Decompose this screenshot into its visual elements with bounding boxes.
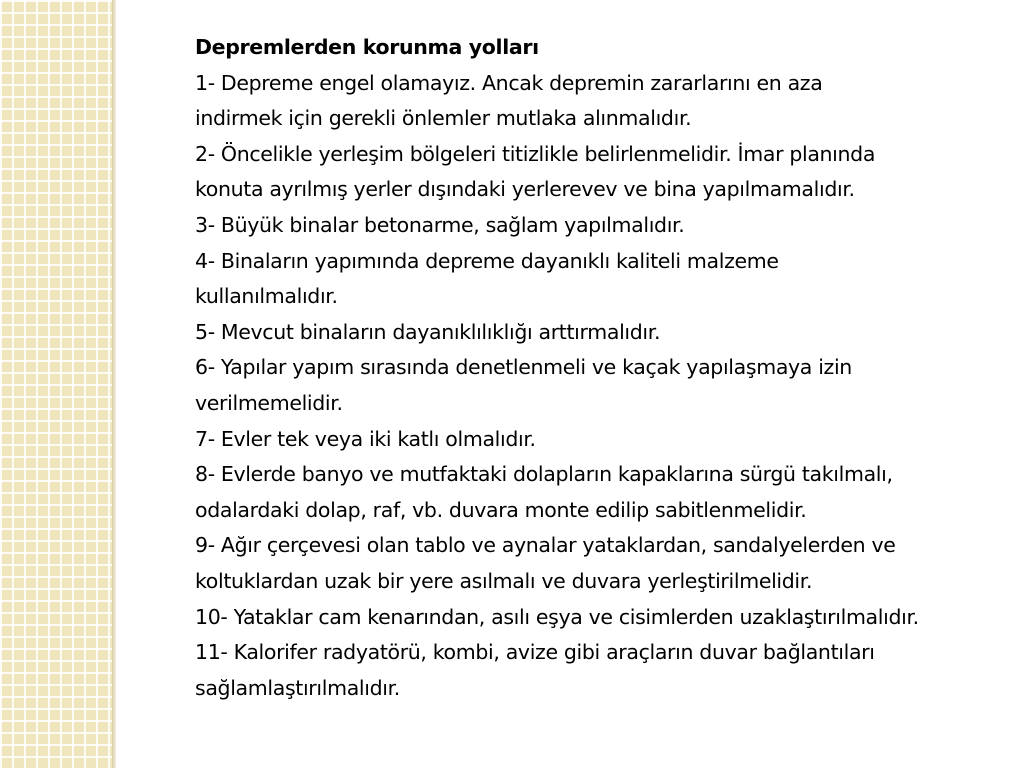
list-item-8-line-1: 8- Evlerde banyo ve mutfaktaki dolapların kapaklarına sürgü takılmalı, bbox=[195, 462, 893, 487]
list-item-5 bbox=[195, 315, 1015, 351]
list-item-1-line-1: 1- Depreme engel olamayız. Ancak depremin zararlarını en aza bbox=[195, 70, 823, 95]
list-item-8-line-2: odalardaki dolap, raf, vb. duvara monte edilip sabitlenmelidir. bbox=[195, 497, 807, 522]
list-item-7 bbox=[195, 422, 1015, 458]
decorative-side-band bbox=[0, 0, 112, 768]
list-item-3-line-1: 3- Büyük binalar betonarme, sağlam yapılmalıdır. bbox=[195, 212, 685, 237]
list-item-7-line-1: 7- Evler tek veya iki katlı olmalıdır. bbox=[195, 426, 536, 451]
list-item-11 bbox=[195, 635, 1015, 706]
list-item-10 bbox=[195, 600, 1015, 636]
list-item-2-line-2: konuta ayrılmış yerler dışındaki yerlerevev ve bina yapılmamalıdır. bbox=[195, 177, 855, 202]
list-item-8 bbox=[195, 457, 1015, 528]
list-item-6-line-1: 6- Yapılar yapım sırasında denetlenmeli ve kaçak yapılaşmaya izin bbox=[195, 355, 852, 380]
list-item-2 bbox=[195, 137, 1015, 208]
list-item-2-line-1: 2- Öncelikle yerleşim bölgeleri titizlikle belirlenmelidir. İmar planında bbox=[195, 141, 876, 166]
list-item-11-line-1: 11- Kalorifer radyatörü, kombi, avize gibi araçların duvar bağlantıları bbox=[195, 640, 875, 665]
list-item-11-line-2: sağlamlaştırılmalıdır. bbox=[195, 675, 400, 700]
side-band-edge bbox=[112, 0, 116, 768]
list-item-6 bbox=[195, 350, 1015, 421]
list-item-4-line-2: kullanılmalıdır. bbox=[195, 284, 338, 309]
list-item-9-line-2: koltuklardan uzak bir yere asılmalı ve duvara yerleştirilmelidir. bbox=[195, 568, 813, 593]
list-item-10-line-1: 10- Yataklar cam kenarından, asılı eşya ve cisimlerden uzaklaştırılmalıdır. bbox=[195, 604, 919, 629]
slide-content bbox=[195, 30, 1015, 706]
list-item-5-line-1: 5- Mevcut binaların dayanıklılıklığı arttırmalıdır. bbox=[195, 319, 661, 344]
list-item-9-line-1: 9- Ağır çerçevesi olan tablo ve aynalar yataklardan, sandalyelerden ve bbox=[195, 533, 896, 558]
list-item-1-line-2: indirmek için gerekli önlemler mutlaka alınmalıdır. bbox=[195, 106, 692, 131]
list-item-3 bbox=[195, 208, 1015, 244]
slide-title: Depremlerden korunma yolları bbox=[195, 35, 539, 59]
list-item-1 bbox=[195, 66, 1015, 137]
list-item-4 bbox=[195, 244, 1015, 315]
list-item-4-line-1: 4- Binaların yapımında depreme dayanıklı kaliteli malzeme bbox=[195, 248, 779, 273]
list-item-9 bbox=[195, 528, 1015, 599]
list-item-6-line-2: verilmemelidir. bbox=[195, 390, 343, 415]
